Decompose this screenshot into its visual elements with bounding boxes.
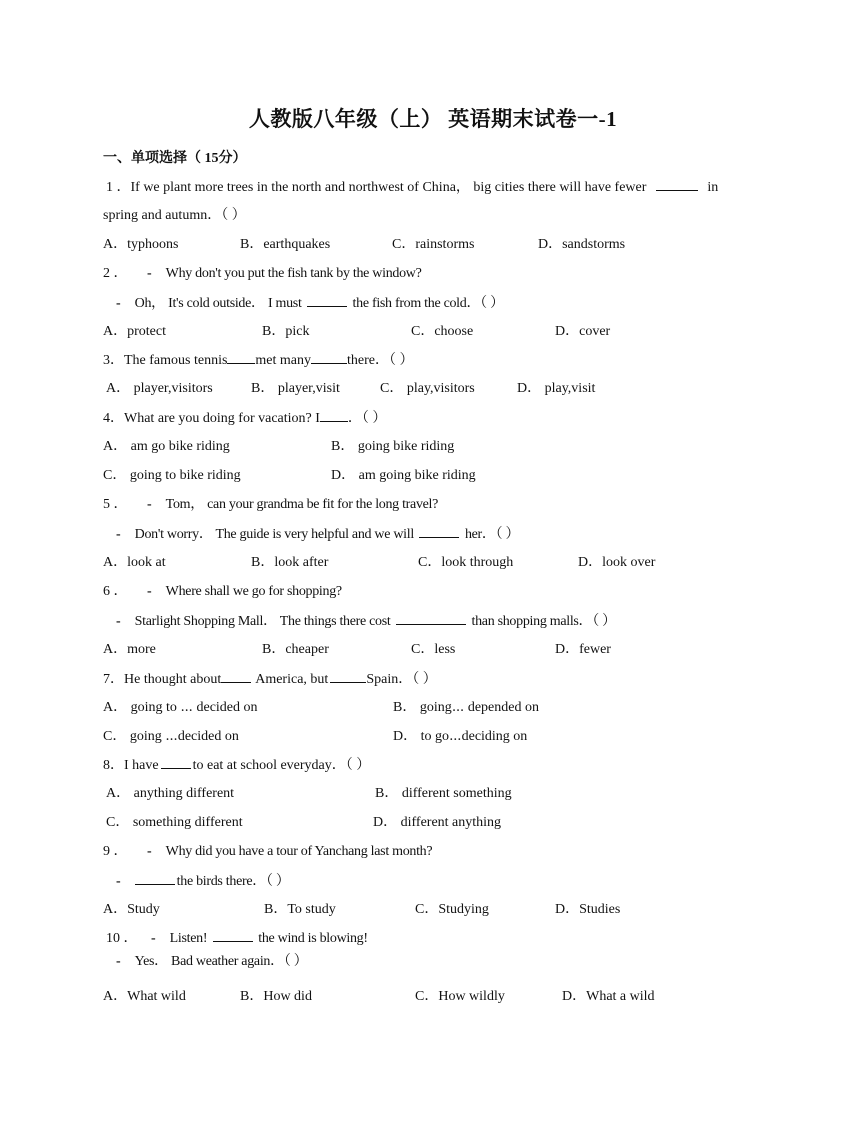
section-heading: 一、单项选择（ 15分） [103, 151, 247, 166]
q3-option-b: B． player,visit [251, 381, 340, 396]
question-8-stem-end: to eat at school everyday．（ ） [192, 758, 371, 773]
question-10-reply: Yes． Bad weather again．（ ） [134, 954, 308, 969]
answer-blank [221, 670, 251, 683]
question-2-reply: Oh， It's cold outside． I must [134, 296, 302, 311]
q10-option-c: C．How wildly [415, 989, 505, 1004]
question-6-line-2 [116, 612, 616, 631]
answer-blank [396, 612, 466, 625]
question-2-line-2 [116, 294, 504, 313]
question-4-line [103, 409, 386, 428]
answer-blank [135, 872, 175, 885]
question-2-prompt: Why don't you put the fish tank by the window? [165, 266, 422, 281]
q7-option-b: B． going⋯ depended on [393, 700, 539, 715]
question-10-line-1 [106, 929, 368, 948]
q2-option-c: C．choose [411, 324, 474, 339]
q4-option-b: B． going bike riding [331, 439, 455, 454]
q5-option-d: D．look over [578, 555, 656, 570]
dialogue-dash: - [147, 266, 152, 281]
question-10-prompt-end: the wind is blowing! [258, 931, 368, 946]
question-1-line-1 [106, 178, 718, 197]
dialogue-dash: - [116, 614, 121, 629]
question-5-line-1 [103, 496, 438, 514]
answer-blank [320, 409, 348, 422]
question-8-line [103, 756, 370, 775]
q1-option-c: C．rainstorms [392, 237, 475, 252]
question-4-stem-end: ．（ ） [347, 411, 387, 426]
q6-option-d: D．fewer [555, 642, 611, 657]
dialogue-dash: - [147, 584, 152, 599]
page-title: 人教版八年级（上） 英语期末试卷一-1 [248, 107, 618, 131]
question-5-reply-end: her．（ ） [464, 527, 520, 542]
question-2-number: 2 ． [103, 266, 128, 281]
dialogue-dash: - [116, 954, 121, 969]
q10-option-a: A．What wild [103, 989, 186, 1004]
question-3-stem-end: there．（ ） [347, 353, 414, 368]
answer-blank [330, 670, 366, 683]
q9-option-c: C．Studying [415, 902, 489, 917]
dialogue-dash: - [151, 931, 156, 946]
question-2-line-1 [103, 265, 422, 283]
question-7-stem: 7．He thought about [103, 672, 222, 687]
q1-option-a: A．typhoons [103, 237, 179, 252]
dialogue-dash: - [116, 296, 121, 311]
question-10-prompt: Listen! [169, 931, 208, 946]
q5-option-a: A．look at [103, 555, 166, 570]
q1-option-d: D．sandstorms [538, 237, 626, 252]
question-10-number: 10 ． [106, 931, 138, 946]
dialogue-dash: - [147, 497, 152, 512]
question-5-number: 5 ． [103, 497, 128, 512]
q4-option-c: C． going to bike riding [103, 468, 241, 483]
question-2-reply-end: the fish from the cold．（ ） [352, 296, 504, 311]
answer-blank [213, 929, 253, 942]
question-6-number: 6 ． [103, 584, 128, 599]
q10-option-b: B．How did [240, 989, 312, 1004]
q7-option-d: D． to go⋯deciding on [393, 729, 528, 744]
q5-option-b: B．look after [251, 555, 329, 570]
q2-option-d: D．cover [555, 324, 611, 339]
q2-option-b: B．pick [262, 324, 310, 339]
question-8-stem: 8．I have [103, 758, 159, 773]
question-10-line-2 [116, 953, 307, 971]
q3-option-d: D． play,visit [517, 381, 596, 396]
question-7-line [103, 670, 437, 689]
q1-option-b: B．earthquakes [240, 237, 331, 252]
answer-blank [656, 178, 698, 191]
question-3-stem: 3．The famous tennis [103, 353, 228, 368]
dialogue-dash: - [116, 527, 121, 542]
question-3-stem-mid: met many [255, 353, 312, 368]
question-6-reply-end: than shopping malls．（ ） [471, 614, 616, 629]
q5-option-c: C．look through [418, 555, 514, 570]
question-9-line-1 [103, 843, 432, 861]
question-6-prompt: Where shall we go for shopping? [165, 584, 342, 599]
q9-option-b: B．To study [264, 902, 336, 917]
q6-option-b: B．cheaper [262, 642, 329, 657]
question-9-number: 9 ． [103, 844, 128, 859]
question-9-prompt: Why did you have a tour of Yanchang last month? [165, 844, 433, 859]
dialogue-dash: - [116, 874, 121, 889]
question-5-reply: Don't worry． The guide is very helpful and we will [134, 527, 414, 542]
q6-option-c: C．less [411, 642, 456, 657]
q3-option-a: A． player,visitors [106, 381, 213, 396]
answer-blank [311, 351, 347, 364]
q6-option-a: A．more [103, 642, 156, 657]
q7-option-c: C． going ⋯decided on [103, 729, 239, 744]
answer-blank [161, 756, 191, 769]
question-9-reply: the birds there．（ ） [176, 874, 290, 889]
q4-option-d: D． am going bike riding [331, 468, 476, 483]
q9-option-d: D．Studies [555, 902, 621, 917]
question-4-stem: 4．What are you doing for vacation? I [103, 411, 320, 426]
q7-option-a: A． going to ⋯ decided on [103, 700, 258, 715]
q2-option-a: A．protect [103, 324, 166, 339]
question-5-prompt: Tom， can your grandma be fit for the long travel? [165, 497, 439, 512]
question-5-line-2 [116, 525, 519, 544]
q10-option-d: D．What a wild [562, 989, 655, 1004]
q9-option-a: A．Study [103, 902, 160, 917]
q8-option-a: A． anything different [106, 786, 235, 801]
q8-option-d: D． different anything [373, 815, 502, 830]
answer-blank [307, 294, 347, 307]
answer-blank [419, 525, 459, 538]
question-6-line-1 [103, 583, 342, 601]
question-7-stem-end: Spain．（ ） [366, 672, 437, 687]
answer-blank [227, 351, 255, 364]
q4-option-a: A． am go bike riding [103, 439, 230, 454]
question-6-reply: Starlight Shopping Mall． The things there cost [134, 614, 391, 629]
question-3-line [103, 351, 414, 370]
q8-option-b: B． different something [375, 786, 512, 801]
q8-option-c: C． something different [106, 815, 243, 830]
question-1-stem-end: in [707, 180, 719, 195]
question-7-stem-mid: America, but [255, 672, 329, 687]
question-1-line-2: spring and autumn．（ ） [103, 208, 246, 223]
question-1-stem: 1 ．If we plant more trees in the north and northwest of China， big cities there will have fewer [106, 180, 647, 195]
q3-option-c: C． play,visitors [380, 381, 475, 396]
dialogue-dash: - [147, 844, 152, 859]
question-9-line-2 [116, 872, 290, 891]
